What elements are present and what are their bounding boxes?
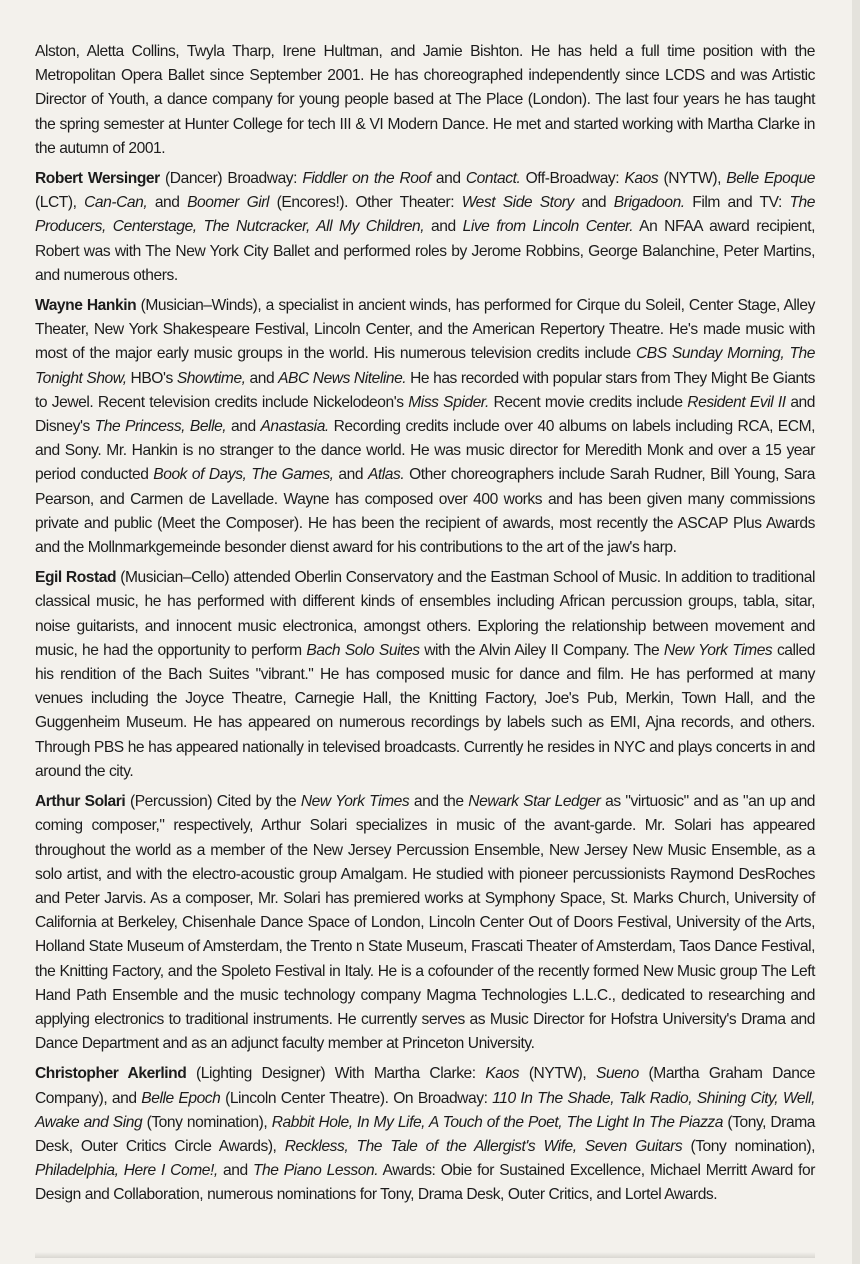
bio-text: and (333, 466, 368, 484)
italic-title: Sueno (596, 1065, 639, 1083)
italic-title: New York Times (300, 793, 410, 811)
bio-text: Film and TV: (684, 194, 790, 212)
bio-name: Egil Rostad (35, 569, 117, 587)
italic-title: Live from Lincoln Center. (462, 218, 634, 236)
italic-title: Showtime, (176, 369, 246, 387)
bio-text: (Encores!). Other Theater: (269, 194, 462, 212)
bio-text: and (147, 194, 188, 212)
bio-text: Off-Broadway: (520, 170, 625, 188)
bio-text: (NYTW), (519, 1065, 596, 1083)
bio-paragraph (35, 294, 815, 560)
bio-name: Arthur Solari (35, 793, 126, 811)
italic-title: Resident Evil II (687, 393, 786, 411)
bio-text: (Lighting Designer) With Martha Clarke: (186, 1065, 486, 1083)
italic-title: Boomer Girl (187, 194, 270, 212)
bio-text: and the (409, 793, 469, 811)
italic-title: Belle Epoch (141, 1089, 221, 1107)
bio-name: Wayne Hankin (35, 297, 137, 315)
italic-title: The Piano Lesson. (252, 1162, 379, 1180)
italic-title: Anastasia. (260, 418, 329, 436)
bio-text: He has recorded with popular stars from They Might Be Giants to Jewel. Recent television credits include Nickelodeon's (35, 369, 816, 411)
bio-text: Other choreographers include Sarah Rudner, Bill Young, Sara Pearson, and Carmen de Lavellade. Wayne has composed over 400 works and has been given many commissions private and public (Meet the Composer). He has been the recipient of awards, most recently the ASCAP Plus Awards and the Mollnmarkgemeinde besonder dienst award for his contributions to the art of the jaw's harp. (35, 466, 815, 557)
bio-text: and (424, 218, 463, 236)
bottom-shadow (35, 1252, 815, 1258)
bio-page (35, 40, 815, 1214)
bio-text: and (245, 369, 279, 387)
bio-text: (Percussion) Cited by the (125, 793, 301, 811)
italic-title: The Producers, Centerstage, The Nutcracker, All My Children, (35, 194, 815, 236)
bio-paragraph (35, 1062, 815, 1207)
italic-title: 110 In The Shade, Talk Radio, Shining City, Well, Awake and Sing (35, 1089, 815, 1131)
bio-text: (LCT), (35, 194, 85, 212)
bio-text: called his rendition of the Bach Suites "vibrant." He has composed music for dance and film. He has performed at many venues including the Joyce Theatre, Carnegie Hall, the Knitting Factory, Joe's Pub, Merkin, Town Hall, and the Guggenheim Museum. He has appeared on numerous recordings by labels such as EMI, Ajna records, and others. Through PBS he has appeared nationally in televised broadcasts. Currently he resides in NYC and plays concerts in and around the city. (35, 641, 815, 780)
italic-title: Atlas. (367, 466, 405, 484)
bio-text: An NFAA award recipient, Robert was with The New York City Ballet and performed roles by Jerome Robbins, George Balanchine, Peter Martins, and numerous others. (35, 218, 816, 284)
italic-title: Bach Solo Suites (306, 641, 420, 659)
bio-text: (Dancer) Broadway: (159, 170, 303, 188)
italic-title: Kaos (485, 1065, 520, 1083)
bio-text: (Musician–Cello) attended Oberlin Conservatory and the Eastman School of Music. In addition to traditional classical music, he has performed with different kinds of ensembles including African percussion groups, tabla, sitar, noise guitarists, and innocent music electronica, amongst others. Exploring the relationship between movement and music, he had the opportunity to perform (35, 569, 816, 659)
italic-title: CBS Sunday Morning, The Tonight Show, (35, 345, 815, 387)
bio-text: and (217, 1162, 253, 1180)
italic-title: ABC News Niteline. (278, 369, 407, 387)
bio-text: and (430, 170, 466, 188)
bio-text: Recording credits include over 40 albums on labels including RCA, ECM, and Sony. Mr. Hankin is no stranger to the dance world. He was music director for Meredith Monk and over a 15 year period conducted (35, 418, 815, 484)
italic-title: Miss Spider. (408, 393, 489, 411)
italic-title: New York Times (663, 641, 773, 659)
bio-text: and Disney's (35, 393, 815, 436)
italic-title: Belle Epoque (726, 170, 816, 188)
bio-text: HBO's (126, 369, 177, 387)
bio-text: (Musician–Winds), a specialist in ancient winds, has performed for Cirque du Soleil, Center Stage, Alley Theater, New York Shakespeare Festival, Lincoln Center, and the American Repertory Theatre. He's made music with most of the major early music groups in the world. His numerous television credits include (35, 297, 815, 363)
italic-title: Contact. (465, 170, 521, 188)
bio-text: (Tony, Drama Desk, Outer Critics Circle Awards), (35, 1113, 815, 1155)
italic-title: Philadelphia, Here I Come!, (35, 1162, 218, 1180)
bio-text: Recent movie credits include (488, 393, 688, 411)
italic-title: Book of Days, The Games, (153, 466, 334, 484)
bio-text: Alston, Aletta Collins, Twyla Tharp, Irene Hultman, and Jamie Bishton. He has held a full time position with the Metropolitan Opera Ballet since September 2001. He has choreographed independently since LCDS and was Artistic Director of Youth, a dance company for young people based at The Place (London). The last four years he has taught the spring semester at Hunter College for tech III & VI Modern Dance. He met and started working with Martha Clarke in the autumn of 2001. (35, 43, 815, 157)
italic-title: Kaos (624, 170, 659, 188)
bio-paragraph (35, 790, 815, 1056)
italic-title: Fiddler on the Roof (302, 170, 431, 188)
italic-title: Rabbit Hole, In My Life, A Touch of the Poet, The Light In The Piazza (271, 1113, 723, 1131)
bio-text: (Martha Graham Dance Company), and (35, 1065, 815, 1107)
italic-title: Can-Can, (84, 194, 148, 212)
italic-title: The Princess, Belle, (94, 418, 227, 436)
bio-text: (Tony nomination), (682, 1137, 815, 1155)
italic-title: Newark Star Ledger (468, 793, 601, 811)
italic-title: Brigadoon. (613, 194, 685, 212)
bio-text: (Lincoln Center Theatre). On Broadway: (220, 1089, 493, 1107)
bio-text: as "virtuosic" and as "an up and coming composer," respectively, Arthur Solari specializes in music of the avant-garde. Mr. Solari has appeared throughout the world as a member of the New Jersey Percussion Ensemble, New Jersey New Music Ensemble, as a solo artist, and with the electro-acoustic group Amalgam. He studied with pioneer percussionists Raymond DesRoches and Peter Jarvis. As a composer, Mr. Solari has premiered works at Symphony Space, St. Marks Church, University of California at Berkeley, Chisenhale Dance Space of London, Lincoln Center Out of Doors Festival, University of the Arts, Holland State Museum of Amsterdam, the Trento n State Museum, Frascati Theater of Amsterdam, Taos Dance Festival, the Knitting Factory, and the Spoleto Festival in Italy. He is a cofounder of the recently formed New Music group The Left Hand Path Ensemble and the music technology company Magma Technologies L.L.C., dedicated to researching and applying electronics to traditional instruments. He currently serves as Music Director for Hofstra University's Drama and Dance Department and as an adjunct faculty member at Princeton University. (35, 793, 816, 1053)
bio-text: (Tony nomination), (142, 1113, 272, 1131)
italic-title: Reckless, The Tale of the Allergist's Wife, Seven Guitars (284, 1137, 683, 1155)
page-edge (852, 0, 860, 1264)
bio-paragraph (35, 566, 815, 784)
bio-text: Awards: Obie for Sustained Excellence, Michael Merritt Award for Design and Collaboration, numerous nominations for Tony, Drama Desk, Outer Critics, and Lortel Awards. (35, 1162, 815, 1204)
bio-name: Robert Wersinger (35, 170, 160, 188)
bio-text: (NYTW), (658, 170, 727, 188)
italic-title: West Side Story (461, 194, 574, 212)
bio-text: with the Alvin Ailey II Company. The (419, 641, 664, 659)
bio-paragraph (35, 40, 815, 161)
bio-paragraph (35, 167, 815, 288)
bio-text: and (226, 418, 261, 436)
bio-name: Christopher Akerlind (35, 1065, 187, 1083)
bio-text: and (573, 194, 614, 212)
